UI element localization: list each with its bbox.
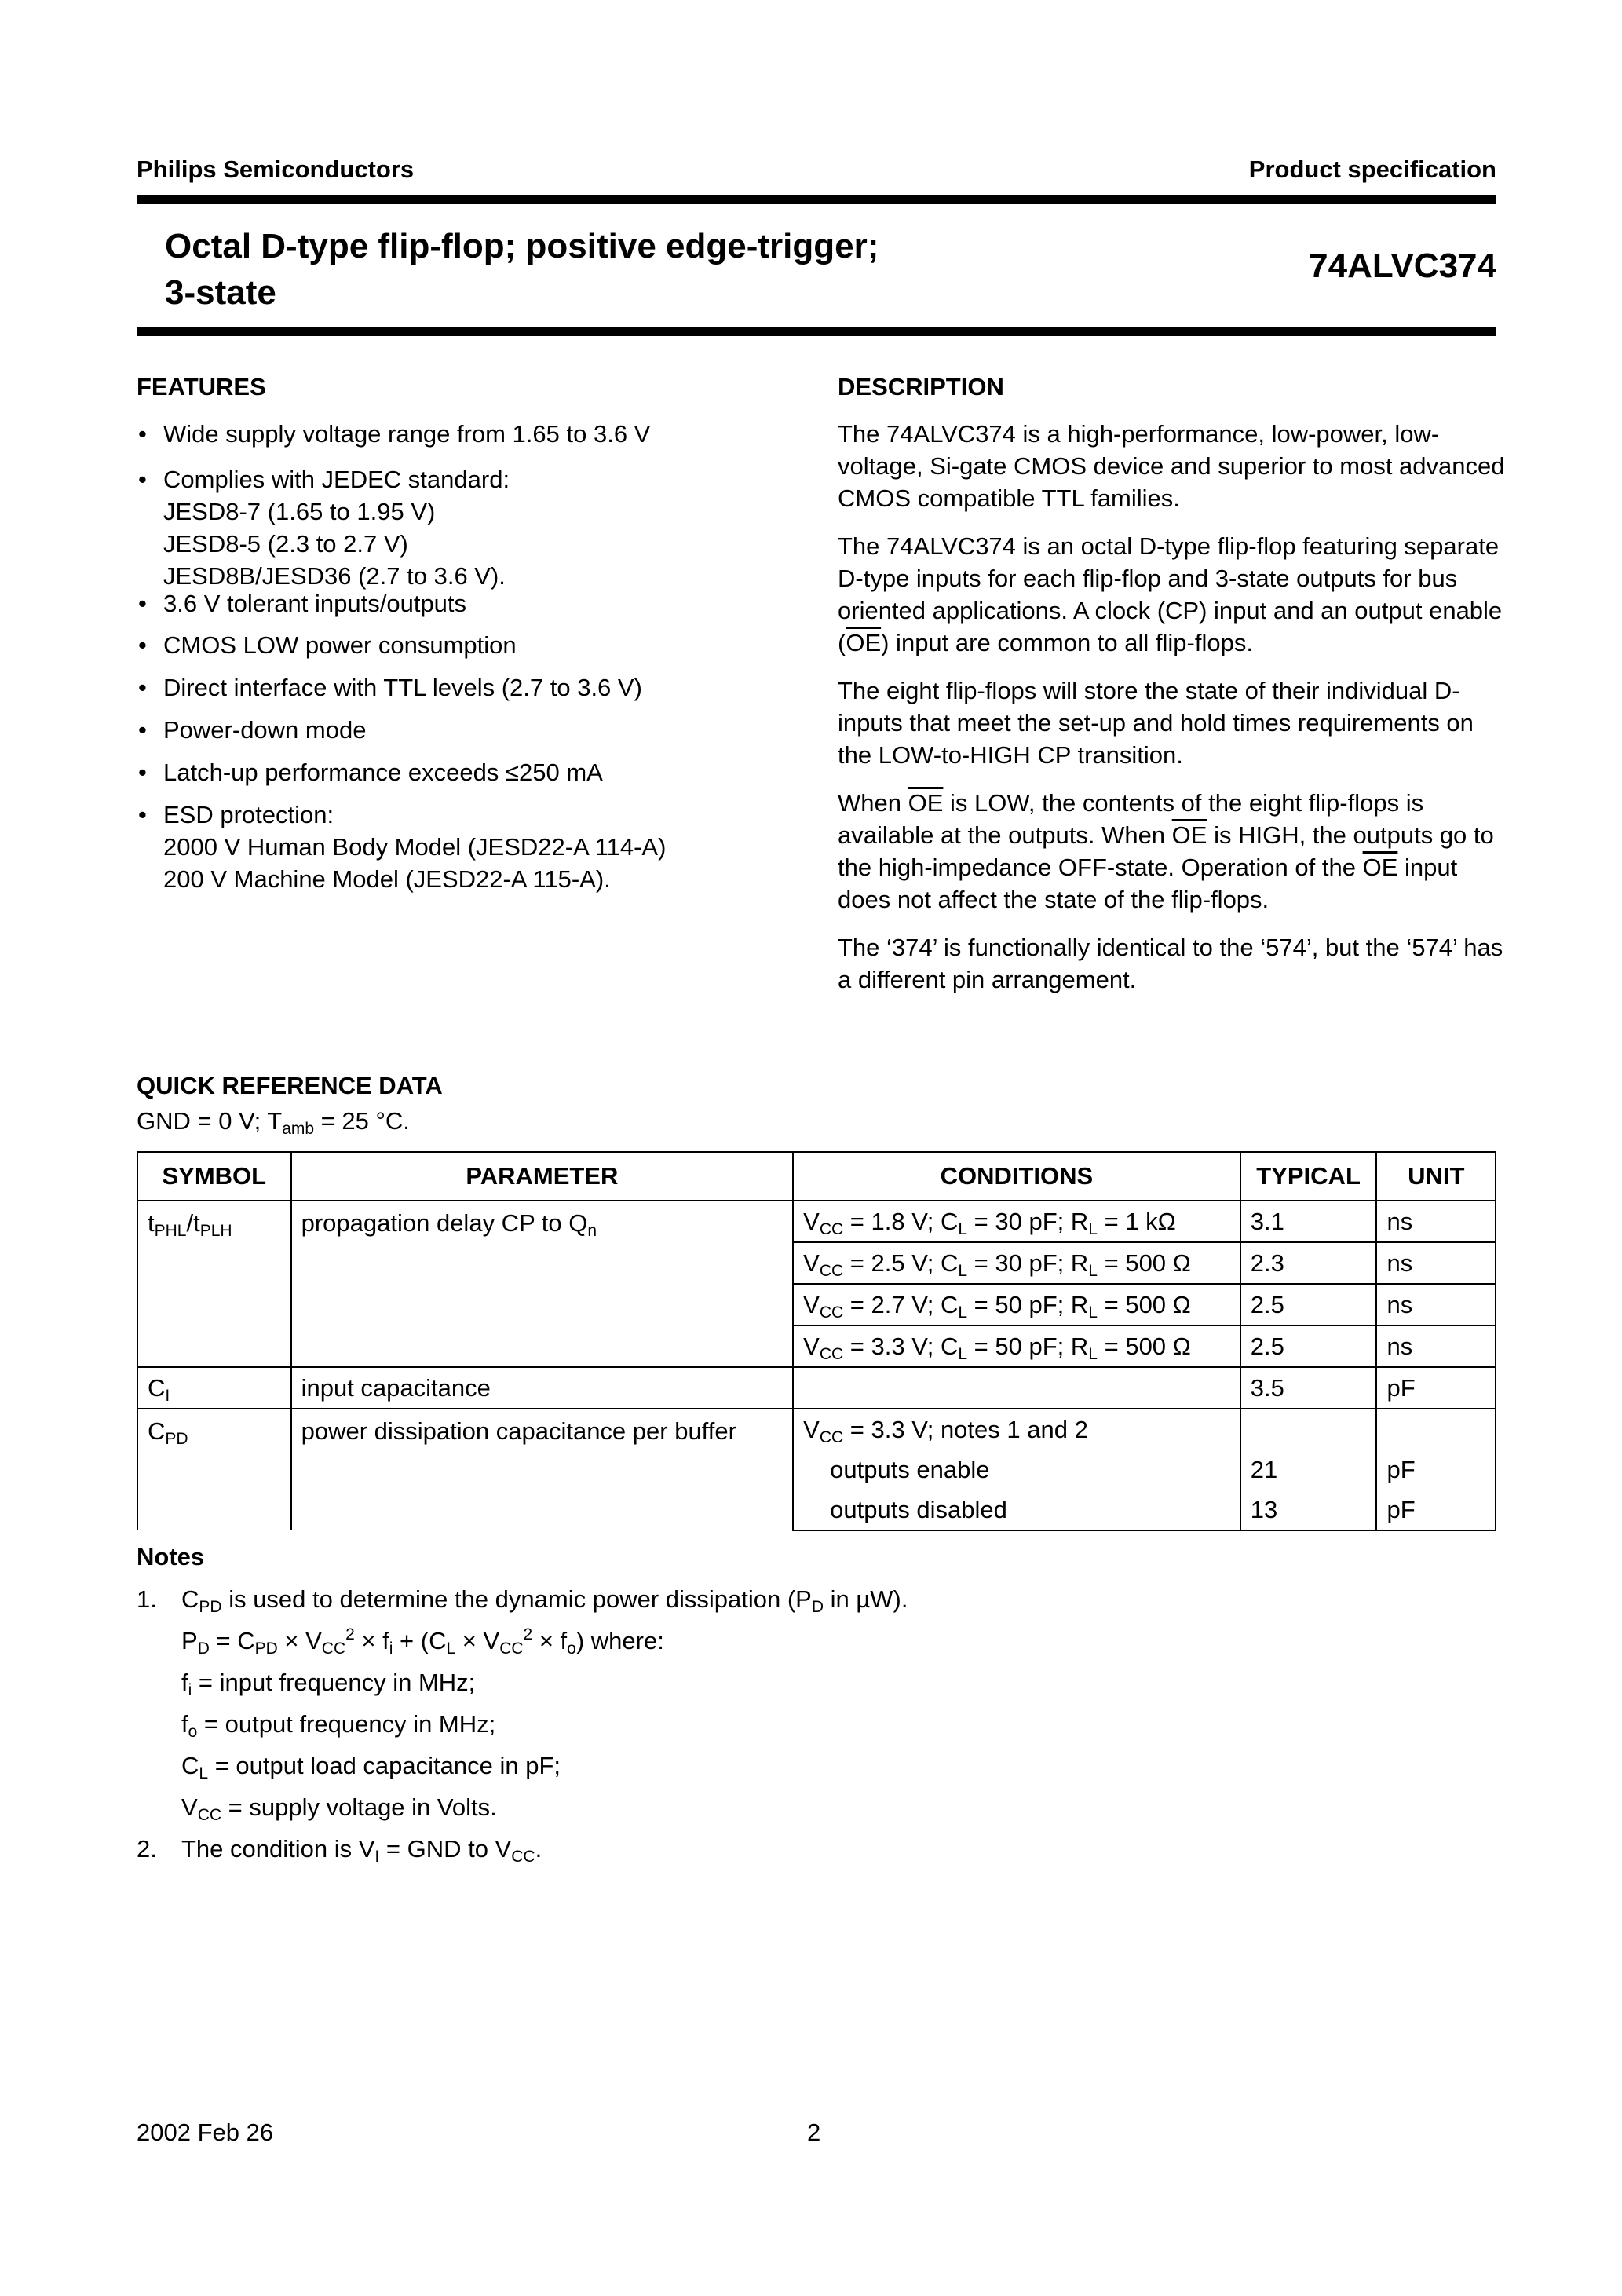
document-title: Octal D-type flip-flop; positive edge-trigger; 3-state — [165, 227, 879, 312]
feature-text: Complies with JEDEC standard: JESD8-7 (1.65 to 1.95 V) JESD8-5 (2.3 to 2.7 V) JESD8B/JESD36 (2.7 to 3.6 V). — [163, 466, 510, 590]
table-header-row — [137, 1152, 1496, 1201]
bullet-icon: • — [138, 590, 147, 617]
description-para-5: The ‘374’ is functionally identical to the ‘574’, but the ‘574’ has a different pin arrangement. — [838, 934, 1503, 993]
company-name: Philips Semiconductors — [137, 155, 415, 183]
page-number: 2 — [807, 2119, 821, 2146]
symbol-ci: $C_I$ — [137, 1367, 291, 1409]
cond-cell: $V_{CC} = 3.3$ V; notes 1 and 2 — [793, 1409, 1240, 1450]
cond-cell: $V_{CC} = 2.7$ V; $C_L = 50$ pF; $R_L = 500$ Ω — [793, 1284, 1240, 1325]
unit-cell: ns — [1376, 1325, 1496, 1367]
qrd-conditions: GND = 0 V; $T_{amb} = 25$ °C. — [137, 1107, 410, 1138]
col-typical: TYPICAL — [1240, 1152, 1377, 1201]
table-row — [137, 1201, 1496, 1242]
bullet-icon: • — [138, 716, 147, 744]
notes-heading: Notes — [137, 1543, 205, 1570]
table-row — [137, 1409, 1496, 1450]
part-number: 74ALVC374 — [1309, 247, 1496, 285]
qrd-heading: QUICK REFERENCE DATA — [137, 1072, 443, 1099]
cond-cell: $V_{CC} = 3.3$ V; $C_L = 50$ pF; $R_L = 500$ Ω — [793, 1325, 1240, 1367]
feature-text: Latch-up performance exceeds ≤250 mA — [163, 759, 603, 786]
note-1-cl: $C_L$ = output load capacitance in pF; — [181, 1752, 561, 1782]
param-tp: propagation delay CP to $Q_n$ — [291, 1201, 794, 1367]
note-1-number: 1. — [137, 1585, 157, 1613]
title-rule — [137, 327, 1496, 336]
bullet-icon: • — [138, 420, 147, 448]
feature-text: Direct interface with TTL levels (2.7 to 3.6 V) — [163, 674, 642, 701]
description-para-1: The 74ALVC374 is a high-performance, low-power, low-voltage, Si-gate CMOS device and superior to most advanced CMOS compatible TTL families. — [838, 420, 1505, 512]
bullet-icon: • — [138, 759, 147, 786]
param-ci: input capacitance — [291, 1367, 794, 1409]
bullet-icon: • — [138, 466, 147, 493]
typ-cell — [1240, 1409, 1377, 1450]
cond-cell: $V_{CC} = 1.8$ V; $C_L = 30$ pF; $R_L = 1$ kΩ — [793, 1201, 1240, 1242]
description-text — [838, 418, 1505, 1011]
typ-cell: 21 — [1240, 1450, 1377, 1490]
cond-cell — [793, 1367, 1240, 1409]
feature-text: ESD protection: 2000 V Human Body Model (JESD22-A 114-A) 200 V Machine Model (JESD22-A 115-A). — [163, 801, 667, 893]
quick-reference-table — [137, 1151, 1496, 1531]
typ-cell: 2.5 — [1240, 1325, 1377, 1367]
col-unit: UNIT — [1376, 1152, 1496, 1201]
feature-text: CMOS LOW power consumption — [163, 631, 517, 659]
feature-text: 3.6 V tolerant inputs/outputs — [163, 590, 467, 617]
bullet-icon: • — [138, 674, 147, 701]
unit-cell: ns — [1376, 1201, 1496, 1242]
typ-cell: 3.5 — [1240, 1367, 1377, 1409]
symbol-cpd: $C_{PD}$ — [137, 1409, 291, 1530]
unit-cell: ns — [1376, 1242, 1496, 1284]
feature-text: Wide supply voltage range from 1.65 to 3.6 V — [163, 420, 651, 448]
description-para-3: The eight flip-flops will store the state of their individual D-inputs that meet the set-up and hold times requirements on the LOW-to-HIGH CP transition. — [838, 677, 1474, 769]
description-heading: DESCRIPTION — [838, 373, 1004, 400]
note-2-number: 2. — [137, 1835, 157, 1863]
note-1-fi: $f_i$ = input frequency in MHz; — [181, 1669, 476, 1699]
table-row — [137, 1367, 1496, 1409]
bullet-icon: • — [138, 801, 147, 828]
bullet-icon: • — [138, 631, 147, 659]
unit-cell: pF — [1376, 1490, 1496, 1530]
typ-cell: 2.3 — [1240, 1242, 1377, 1284]
document-type: Product specification — [1248, 155, 1496, 183]
unit-cell: pF — [1376, 1367, 1496, 1409]
unit-cell: ns — [1376, 1284, 1496, 1325]
col-parameter: PARAMETER — [291, 1152, 794, 1201]
param-cpd: power dissipation capacitance per buffer — [291, 1409, 794, 1530]
cond-cell: outputs disabled — [793, 1490, 1240, 1530]
unit-cell: pF — [1376, 1450, 1496, 1490]
col-conditions: CONDITIONS — [793, 1152, 1240, 1201]
note-1-fo: $f_o$ = output frequency in MHz; — [181, 1710, 496, 1741]
feature-text: Power-down mode — [163, 716, 367, 744]
features-heading: FEATURES — [137, 373, 266, 400]
col-symbol: SYMBOL — [137, 1152, 291, 1201]
footer-date: 2002 Feb 26 — [137, 2119, 274, 2146]
description-para-2: The 74ALVC374 is an octal D-type flip-flop featuring separate D-type inputs for each flip-flop and 3-state outputs for bus oriented applications. A clock (CP) input and an output enable $(\overline{OE})$ input are common to all flip-flops. — [838, 532, 1503, 656]
unit-cell — [1376, 1409, 1496, 1450]
note-1-equation: $P_D = C_{PD} \times V_{CC}^2 \times f_i + (C_L \times V_{CC}^2 \times f_o)$ where: — [181, 1625, 664, 1658]
note-1-vcc: $V_{CC}$ = supply voltage in Volts. — [181, 1793, 497, 1824]
header-rule — [137, 195, 1496, 204]
note-2-text: The condition is $V_I$ = GND to $V_{CC}$. — [181, 1835, 542, 1866]
note-1-text: $C_{PD}$ is used to determine the dynamic power dissipation ($P_D$ in µW). — [181, 1585, 908, 1616]
typ-cell: 2.5 — [1240, 1284, 1377, 1325]
symbol-tp: $t_{PHL}/t_{PLH}$ — [137, 1201, 291, 1367]
cond-cell: $V_{CC} = 2.5$ V; $C_L = 30$ pF; $R_L = 500$ Ω — [793, 1242, 1240, 1284]
typ-cell: 3.1 — [1240, 1201, 1377, 1242]
typ-cell: 13 — [1240, 1490, 1377, 1530]
cond-cell: outputs enable — [793, 1450, 1240, 1490]
description-para-4: When $\overline{OE}$ is LOW, the contents of the eight flip-flops is available at the outputs. When $\overline{OE}$ is HIGH, the outputs go to the high-impedance OFF-state. Operation of the $\overline{OE}$ input does not affect the state of the flip-flops. — [838, 789, 1494, 913]
